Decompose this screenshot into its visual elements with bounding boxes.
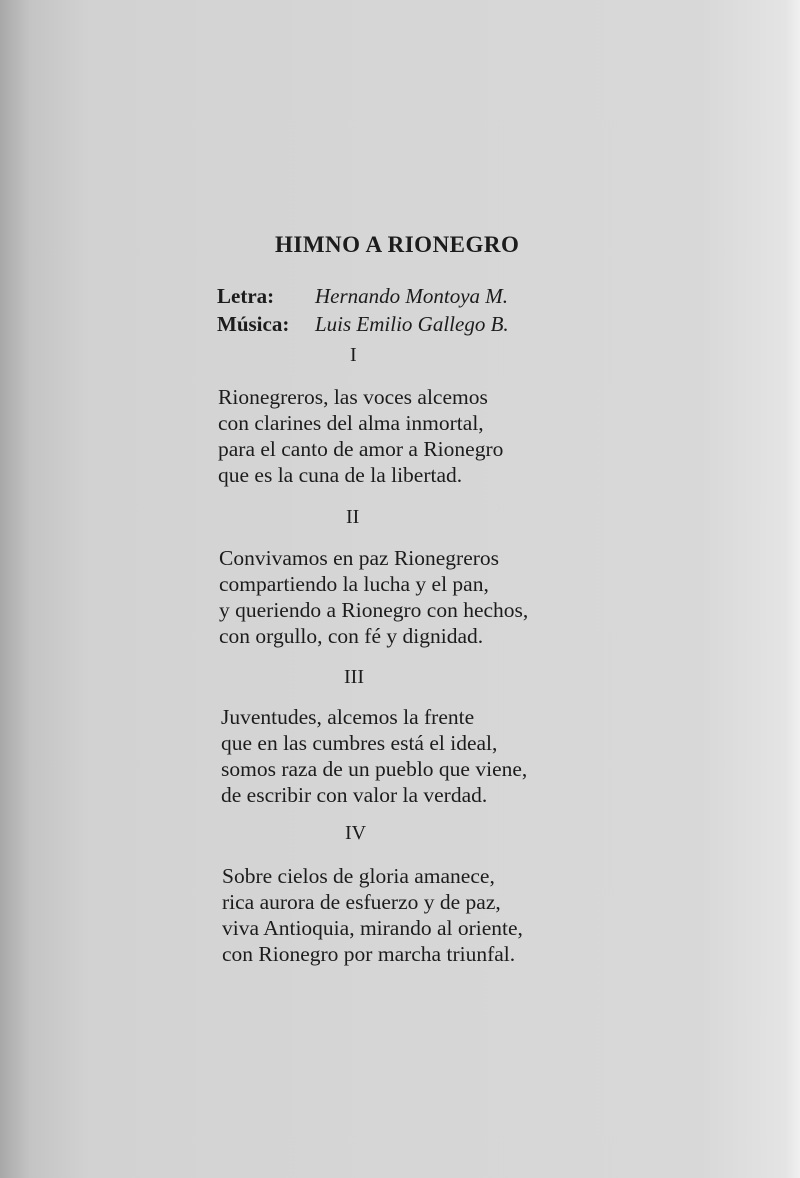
stanza-line: con orgullo, con fé y dignidad. xyxy=(219,624,484,648)
stanza-line: que en las cumbres está el ideal, xyxy=(221,731,498,755)
stanza-line: compartiendo la lucha y el pan, xyxy=(219,572,489,596)
stanza-numeral: IV xyxy=(345,822,367,844)
stanza-line: somos raza de un pueblo que viene, xyxy=(221,757,528,781)
stanza-line: rica aurora de esfuerzo y de paz, xyxy=(222,890,501,914)
credit-lyrics xyxy=(217,282,509,310)
credits xyxy=(217,282,509,338)
credit-label: Música: xyxy=(217,312,290,336)
stanza-line: Juventudes, alcemos la frente xyxy=(221,705,475,729)
credit-label: Letra: xyxy=(217,284,275,308)
credit-name: Hernando Montoya M. xyxy=(315,284,509,308)
stanza-1 xyxy=(218,384,503,488)
stanza-numeral: I xyxy=(350,344,357,366)
page-title: HIMNO A RIONEGRO xyxy=(275,232,520,257)
stanza-line: y queriendo a Rionegro con hechos, xyxy=(219,598,529,622)
stanza-line: Rionegreros, las voces alcemos xyxy=(218,385,488,409)
stanza-line: Convivamos en paz Rionegreros xyxy=(219,546,500,570)
stanza-line: con clarines del alma inmortal, xyxy=(218,411,484,435)
stanza-line: para el canto de amor a Rionegro xyxy=(218,437,504,461)
stanza-4 xyxy=(222,863,523,967)
stanza-numeral: III xyxy=(344,666,364,688)
stanza-2 xyxy=(219,545,528,649)
stanza-line: de escribir con valor la verdad. xyxy=(221,783,488,807)
stanza-line: viva Antioquia, mirando al oriente, xyxy=(222,916,523,940)
stanza-numeral: II xyxy=(346,506,360,528)
stanza-line: con Rionegro por marcha triunfal. xyxy=(222,942,516,966)
credit-music xyxy=(217,310,509,338)
credit-name: Luis Emilio Gallego B. xyxy=(315,312,509,336)
stanza-line: Sobre cielos de gloria amanece, xyxy=(222,864,495,888)
stanza-line: que es la cuna de la libertad. xyxy=(218,463,463,487)
stanza-3 xyxy=(221,704,527,808)
